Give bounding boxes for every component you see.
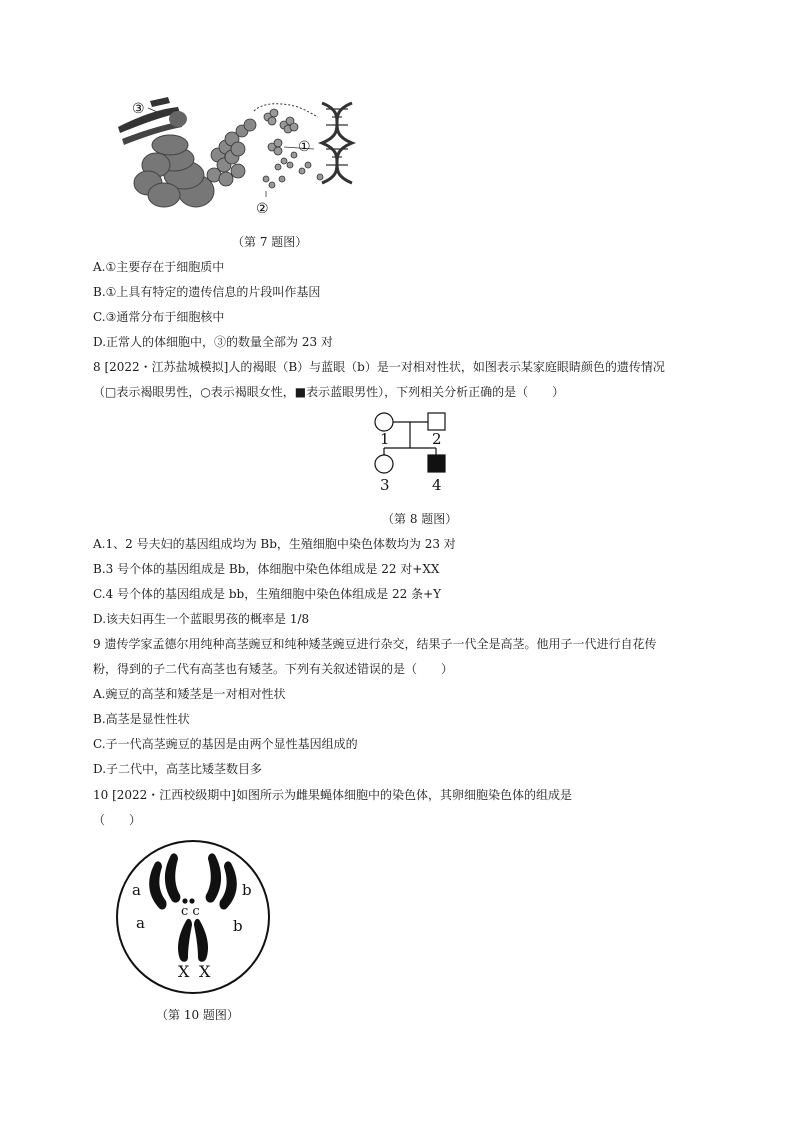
q8-stem-line-2: （□表示褐眼男性，○表示褐眼女性，■表示蓝眼男性），下列相关分析正确的是（ ） bbox=[93, 385, 565, 399]
q9-option-b: B.高茎是显性性状 bbox=[93, 712, 190, 726]
q9-stem-line-1: 9 遗传学家孟德尔用纯种高茎豌豆和纯种矮茎豌豆进行杂交，结果子一代全是高茎。他用子一代进行自花传 bbox=[93, 637, 657, 651]
dna-double-helix bbox=[322, 103, 352, 183]
gene-label-a-top: a bbox=[132, 881, 141, 899]
q7-option-a: A.①主要存在于细胞质中 bbox=[93, 260, 225, 274]
q9-option-a: A.豌豆的高茎和矮茎是一对相对性状 bbox=[93, 687, 286, 701]
pedigree-female-1 bbox=[375, 413, 393, 431]
gene-label-x-right: X bbox=[199, 962, 211, 981]
gene-label-x-left: X bbox=[178, 962, 190, 981]
pedigree-male-2 bbox=[428, 413, 445, 430]
pedigree-male-4 bbox=[428, 455, 445, 472]
q8-option-c: C.4 号个体的基因组成是 bb，生殖细胞中染色体组成是 22 条+Y bbox=[93, 587, 442, 601]
figure-7-caption: （第 7 题图） bbox=[232, 235, 308, 249]
solenoid-beads bbox=[207, 119, 256, 186]
nucleosome-clusters bbox=[263, 109, 323, 188]
q7-option-d: D.正常人的体细胞中，③的数量全部为 23 对 bbox=[93, 335, 333, 349]
figure-8-pedigree bbox=[368, 408, 464, 496]
gene-label-c-pair: c c bbox=[181, 904, 200, 919]
q7-option-c: C.③通常分布于细胞核中 bbox=[93, 310, 225, 324]
figure-10-caption: （第 10 题图） bbox=[156, 1008, 239, 1022]
q10-stem-line-1: 10 [2022・江西校级期中]如图所示为雌果蝇体细胞中的染色体，其卵细胞染色体的组成是 bbox=[93, 788, 572, 802]
gene-label-b-bottom: b bbox=[233, 917, 243, 935]
gene-label-a-bottom: a bbox=[136, 914, 145, 932]
marker-1: ① bbox=[298, 139, 311, 155]
coiled-chromatin bbox=[134, 135, 214, 207]
q8-option-a: A.1、2 号夫妇的基因组成均为 Bb，生殖细胞中染色体数均为 23 对 bbox=[93, 537, 456, 551]
q8-option-d: D.该夫妇再生一个蓝眼男孩的概率是 1/8 bbox=[93, 612, 310, 626]
q9-stem-line-2: 粉，得到的子二代有高茎也有矮茎。下列有关叙述错误的是（ ） bbox=[93, 662, 454, 676]
q9-option-d: D.子二代中，高茎比矮茎数目多 bbox=[93, 762, 263, 776]
figure-7-chromosome-dna bbox=[108, 95, 370, 220]
figure-8-caption: （第 8 题图） bbox=[382, 512, 458, 526]
pedigree-label-4: 4 bbox=[432, 476, 442, 494]
pedigree-female-3 bbox=[375, 455, 393, 473]
gene-label-b-top: b bbox=[242, 881, 252, 899]
q7-option-b: B.①上具有特定的遗传信息的片段叫作基因 bbox=[93, 285, 321, 299]
pedigree-label-1: 1 bbox=[380, 430, 390, 448]
q9-option-c: C.子一代高茎豌豆的基因是由两个显性基因组成的 bbox=[93, 737, 358, 751]
pedigree-label-3: 3 bbox=[380, 476, 390, 494]
q8-option-b: B.3 号个体的基因组成是 Bb，体细胞中染色体组成是 22 对+XX bbox=[93, 562, 440, 576]
q10-stem-line-2: （ ） bbox=[93, 813, 142, 827]
marker-2: ② bbox=[256, 201, 269, 217]
figure-10-fruitfly-chromosomes bbox=[108, 835, 278, 999]
pedigree-label-2: 2 bbox=[432, 430, 442, 448]
q8-stem-line-1: 8 [2022・江苏盐城模拟]人的褐眼（B）与蓝眼（b）是一对相对性状，如图表示某家庭眼睛颜色的遗传情况 bbox=[93, 360, 665, 374]
marker-3: ③ bbox=[132, 101, 145, 117]
